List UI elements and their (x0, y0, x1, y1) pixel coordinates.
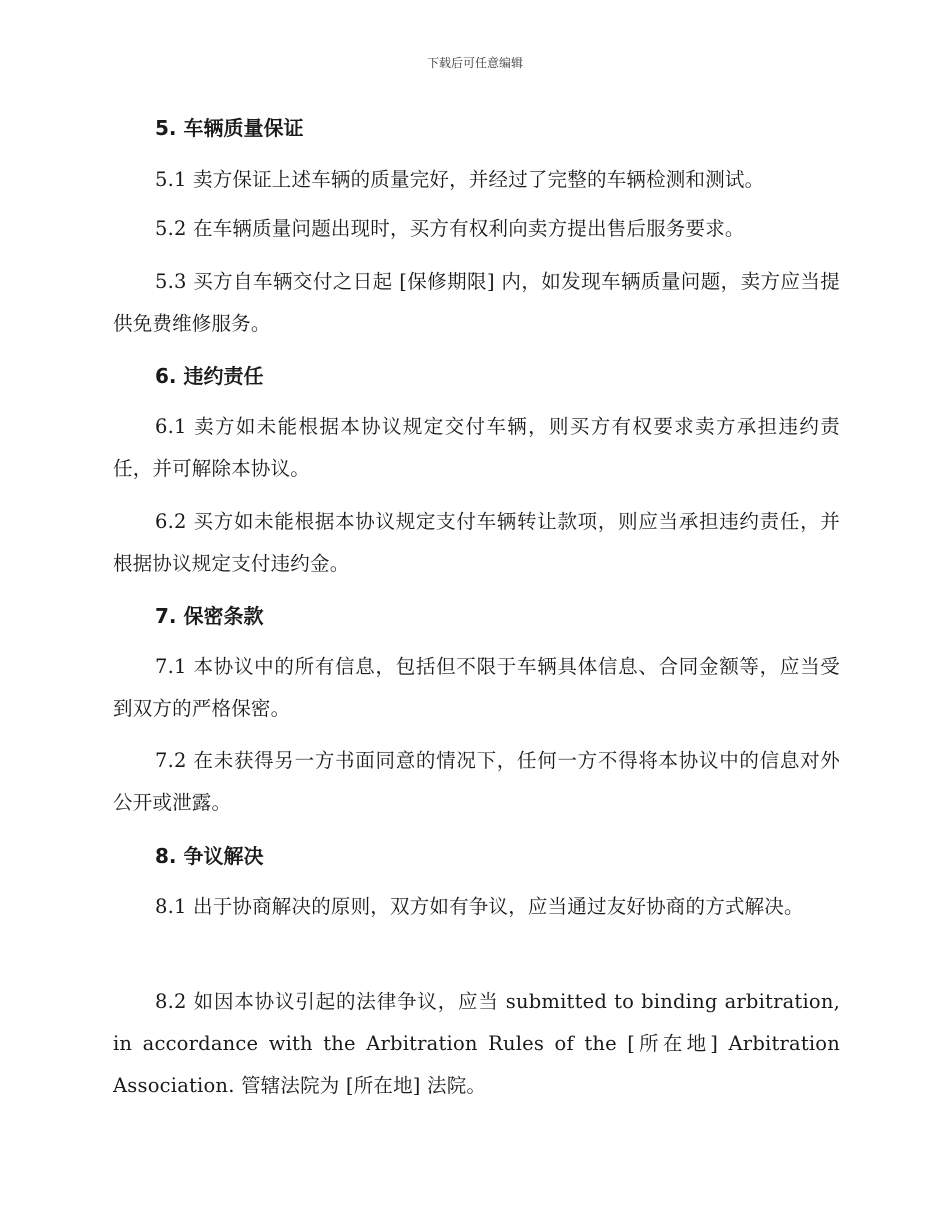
section-heading-7: 7. 保密条款 (155, 604, 264, 628)
clause-7-2: 7.2 在未获得另一方书面同意的情况下，任何一方不得将本协议中的信息对外公开或泄露。 (113, 749, 840, 814)
clause-6-2: 6.2 买方如未能根据本协议规定支付车辆转让款项，则应当承担违约责任，并根据协议规定支付违约金。 (113, 510, 840, 575)
clause-7-1: 7.1 本协议中的所有信息，包括但不限于车辆具体信息、合同金额等，应当受到双方的严格保密。 (113, 655, 840, 720)
clause-5-1: 5.1 卖方保证上述车辆的质量完好，并经过了完整的车辆检测和测试。 (155, 168, 765, 191)
clause-5-2: 5.2 在车辆质量问题出现时，买方有权利向卖方提出售后服务要求。 (155, 217, 745, 240)
clause-6-1: 6.1 卖方如未能根据本协议规定交付车辆，则买方有权要求卖方承担违约责任，并可解除本协议。 (113, 415, 840, 480)
clause-5-3: 5.3 买方自车辆交付之日起 [保修期限] 内，如发现车辆质量问题，卖方应当提供免费维修服务。 (113, 270, 840, 335)
section-heading-5: 5. 车辆质量保证 (155, 116, 304, 140)
page-header: 下载后可任意编辑 (426, 56, 523, 70)
section-heading-6: 6. 违约责任 (155, 364, 264, 388)
section-heading-8: 8. 争议解决 (155, 844, 264, 868)
clause-8-1: 8.1 出于协商解决的原则，双方如有争议，应当通过友好协商的方式解决。 (155, 895, 804, 918)
clause-8-2: 8.2 如因本协议引起的法律争议，应当 submitted to binding arbitration, in accordance with the Arbitration Rules of the [所在地] Arbitration Association. 管辖法院为 [所在地] 法院。 (113, 990, 840, 1097)
